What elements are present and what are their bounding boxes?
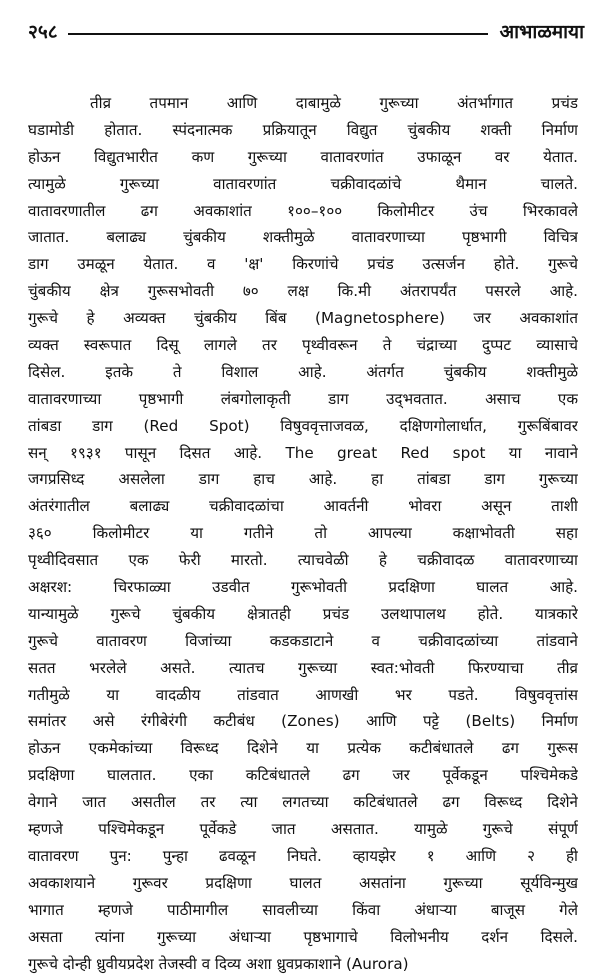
text-line: वातावरणातील ढग अवकाशांत १००–१०० किलोमीटर उंच भिरकावले: [28, 198, 578, 225]
text-line: वातावरणाच्या पृष्ठभागी लंबगोलाकृती डाग उद्‌भवतात. असाच एक: [28, 386, 578, 413]
text-line: वातावरण पुन: पुन्हा ढवळून निघते. व्हायझेर १ आणि २ ही: [28, 843, 578, 870]
text-line: चुंबकीय क्षेत्र गुरूसभोवती ७० लक्ष कि.मी अंतरापर्यंत पसरले आहे.: [28, 278, 578, 305]
text-line: गतीमुळे या वादळीय तांडवात आणखी भर पडते. विषुववृत्तांस: [28, 682, 578, 709]
text-line: सतत भरलेले असते. त्यातच गुरूच्या स्वत:भोवती फिरण्याचा तीव्र: [28, 655, 578, 682]
text-line: अवकाशयाने गुरूवर प्रदक्षिणा घालत असतांना गुरूच्या सूर्यविन्मुख: [28, 870, 578, 897]
text-line: ३६० किलोमीटर या गतीने तो आपल्या कक्षाभोवती सहा: [28, 520, 578, 547]
text-line: वेगाने जात असतील तर त्या लगतच्या कटिबंधातले ढग विरूध्द दिशेने: [28, 789, 578, 816]
text-line: दिसेल. इतके ते विशाल आहे. अंतर्गत चुंबकीय शक्तीमुळे: [28, 359, 578, 386]
text-line: जगप्रसिध्द असलेला डाग हाच आहे. हा तांबडा डाग गुरूच्या: [28, 466, 578, 493]
book-title: आभाळमाया: [500, 18, 584, 44]
text-line: त्यामुळे गुरूच्या वातावरणांत चक्रीवादळांचे थैमान चालते.: [28, 171, 578, 198]
text-line: गुरूचे दोन्ही ध्रुवीयप्रदेश तेजस्वी व दिव्य अशा ध्रुवप्रकाशाने (Aurora): [28, 951, 578, 977]
text-line: अक्षरश: चिरफाळ्या उडवीत गुरूभोवती प्रदक्षिणा घालत आहे.: [28, 574, 578, 601]
header-rule: [68, 33, 488, 35]
text-line: घडामोडी होतात. स्पंदनात्मक प्रक्रियातून विद्युत चुंबकीय शक्ती निर्माण: [28, 117, 578, 144]
text-line: तांबडा डाग (Red Spot) विषुववृत्ताजवळ, दक्षिणगोलार्धात, गुरूबिंबावर: [28, 413, 578, 440]
page-number: २५८: [28, 18, 58, 44]
text-line: सन् १९३१ पासून दिसत आहे. The great Red spot या नावाने: [28, 440, 578, 467]
text-line: गुरूचे हे अव्यक्त चुंबकीय बिंब (Magnetosphere) जर अवकाशांत: [28, 305, 578, 332]
text-line: अंतरंगातील बलाढ्य चक्रीवादळांचा आवर्तनी भोवरा असून ताशी: [28, 493, 578, 520]
text-line: गुरूचे वातावरण विजांच्या कडकडाटाने व चक्रीवादळांच्या तांडवाने: [28, 628, 578, 655]
text-line: डाग उमळून येतात. व 'क्ष' किरणांचे प्रचंड उत्सर्जन होते. गुरूचे: [28, 251, 578, 278]
running-header: [28, 18, 584, 44]
body-text: [28, 90, 578, 977]
text-line: पृथ्वीदिवसात एक फेरी मारतो. त्याचवेळी हे चक्रीवादळ वातावरणाच्या: [28, 547, 578, 574]
text-line: होऊन एकमेकांच्या विरूध्द दिशेने या प्रत्येक कटीबंधातले ढग गुरूस: [28, 735, 578, 762]
text-line: असता त्यांना गुरूच्या अंधाऱ्या पृष्ठभागाचे विलोभनीय दर्शन दिसले.: [28, 924, 578, 951]
text-line: तीव्र तपमान आणि दाबामुळे गुरूच्या अंतर्भागात प्रचंड: [28, 90, 578, 117]
text-line: म्हणजे पश्चिमेकडून पूर्वेकडे जात असतात. यामुळे गुरूचे संपूर्ण: [28, 816, 578, 843]
text-line: यान्यामुळे गुरूचे चुंबकीय क्षेत्रातही प्रचंड उलथापालथ होते. यात्रकारे: [28, 601, 578, 628]
text-line: व्यक्त स्वरूपात दिसू लागले तर पृथ्वीवरून ते चंद्राच्या दुप्पट व्यासाचे: [28, 332, 578, 359]
text-line: प्रदक्षिणा घालतात. एका कटिबंधातले ढग जर पूर्वेकडून पश्चिमेकडे: [28, 762, 578, 789]
text-line: भागात म्हणजे पाठीमागील सावलीच्या किंवा अंधाऱ्या बाजूस गेले: [28, 897, 578, 924]
text-line: होऊन विद्युतभारीत कण गुरूच्या वातावरणांत उफाळून वर येतात.: [28, 144, 578, 171]
text-line: समांतर असे रंगीबेरंगी कटीबंध (Zones) आणि पट्टे (Belts) निर्माण: [28, 708, 578, 735]
text-line: जातात. बलाढ्य चुंबकीय शक्तीमुळे वातावरणाच्या पृष्ठभागी विचित्र: [28, 224, 578, 251]
